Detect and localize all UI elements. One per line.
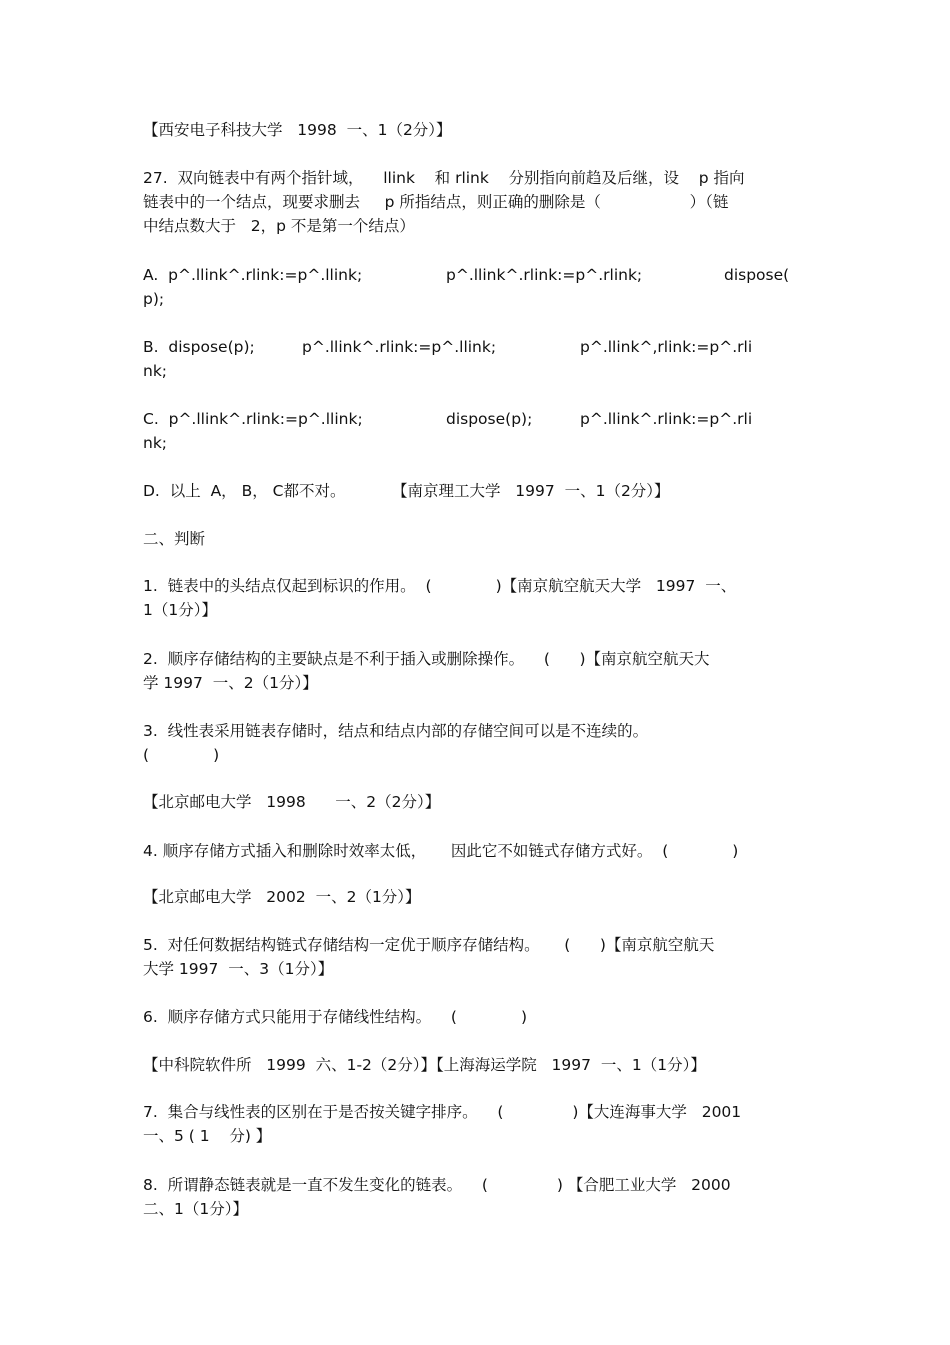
judgement-3-line-1: 3. 线性表采用链表存储时，结点和结点内部的存储空间可以是不连续的。 — [143, 722, 649, 740]
option-b-part-2: p^.llink^.rlink:=p^.llink; — [302, 338, 497, 356]
option-b-part-3: p^.llink^,rlink:=p^.rli — [580, 338, 753, 356]
question-27-line-1: 27. 双向链表中有两个指针域， llink 和 rlink 分别指向前趋及后继，设 p 指向 — [143, 169, 745, 187]
question-27-line-2: 链表中的一个结点，现要求删去 p 所指结点，则正确的删除是（ ）（链 — [143, 193, 729, 211]
option-b-part-4: nk; — [143, 362, 168, 380]
option-c-part-2: dispose(p); — [446, 410, 533, 428]
judgement-5-line-2: 大学 1997 一、3（1分）】 — [143, 960, 334, 978]
judgement-6-source: 【中科院软件所 1999 六、1-2（2分）】【上海海运学院 1997 一、1（1分）】 — [143, 1056, 706, 1074]
judgement-3-source: 【北京邮电大学 1998 一、2（2分）】 — [143, 793, 441, 811]
judgement-1-line-1: 1. 链表中的头结点仅起到标识的作用。 ( )【南京航空航天大学 1997 一、 — [143, 577, 737, 595]
option-d-source: 【南京理工大学 1997 一、1（2分）】 — [392, 482, 670, 500]
question-27-line-3: 中结点数大于 2，p 不是第一个结点） — [143, 217, 415, 235]
judgement-2-line-2: 学 1997 一、2（1分）】 — [143, 674, 318, 692]
option-a-part-3: dispose( — [724, 266, 790, 284]
source-note: 【西安电子科技大学 1998 一、1（2分）】 — [143, 121, 452, 139]
option-a-part-1: A. p^.llink^.rlink:=p^.llink; — [143, 266, 363, 284]
option-b-part-1: B. dispose(p); — [143, 338, 255, 356]
option-c-part-3: p^.llink^.rlink:=p^.rli — [580, 410, 753, 428]
judgement-8-line-2: 二、1（1分）】 — [143, 1200, 248, 1218]
judgement-2-line-1: 2. 顺序存储结构的主要缺点是不利于插入或删除操作。 ( )【南京航空航天大 — [143, 650, 710, 668]
option-c-part-4: nk; — [143, 434, 168, 452]
judgement-7-line-1: 7. 集合与线性表的区别在于是否按关键字排序。 ( )【大连海事大学 2001 — [143, 1103, 742, 1121]
option-d-part-1: D. 以上 A， B， C都不对。 — [143, 482, 346, 500]
option-c-part-1: C. p^.llink^.rlink:=p^.llink; — [143, 410, 363, 428]
judgement-7-line-2: 一、5 ( 1 分) 】 — [143, 1127, 272, 1145]
judgement-5-line-1: 5. 对任何数据结构链式存储结构一定优于顺序存储结构。 ( )【南京航空航天 — [143, 936, 715, 954]
judgement-8-line-1: 8. 所谓静态链表就是一直不发生变化的链表。 ( ) 【合肥工业大学 2000 — [143, 1176, 731, 1194]
judgement-4-line-1: 4. 顺序存储方式插入和删除时效率太低， 因此它不如链式存储方式好。 ( ) — [143, 842, 739, 860]
option-a-part-4: p); — [143, 290, 165, 308]
judgement-4-source: 【北京邮电大学 2002 一、2（1分）】 — [143, 888, 421, 906]
judgement-1-line-2: 1（1分）】 — [143, 601, 217, 619]
section-title: 二、判断 — [143, 530, 206, 548]
option-a-part-2: p^.llink^.rlink:=p^.rlink; — [446, 266, 643, 284]
judgement-6-line-1: 6. 顺序存储方式只能用于存储线性结构。 ( ) — [143, 1008, 527, 1026]
judgement-3-line-2: ( ) — [143, 746, 220, 764]
